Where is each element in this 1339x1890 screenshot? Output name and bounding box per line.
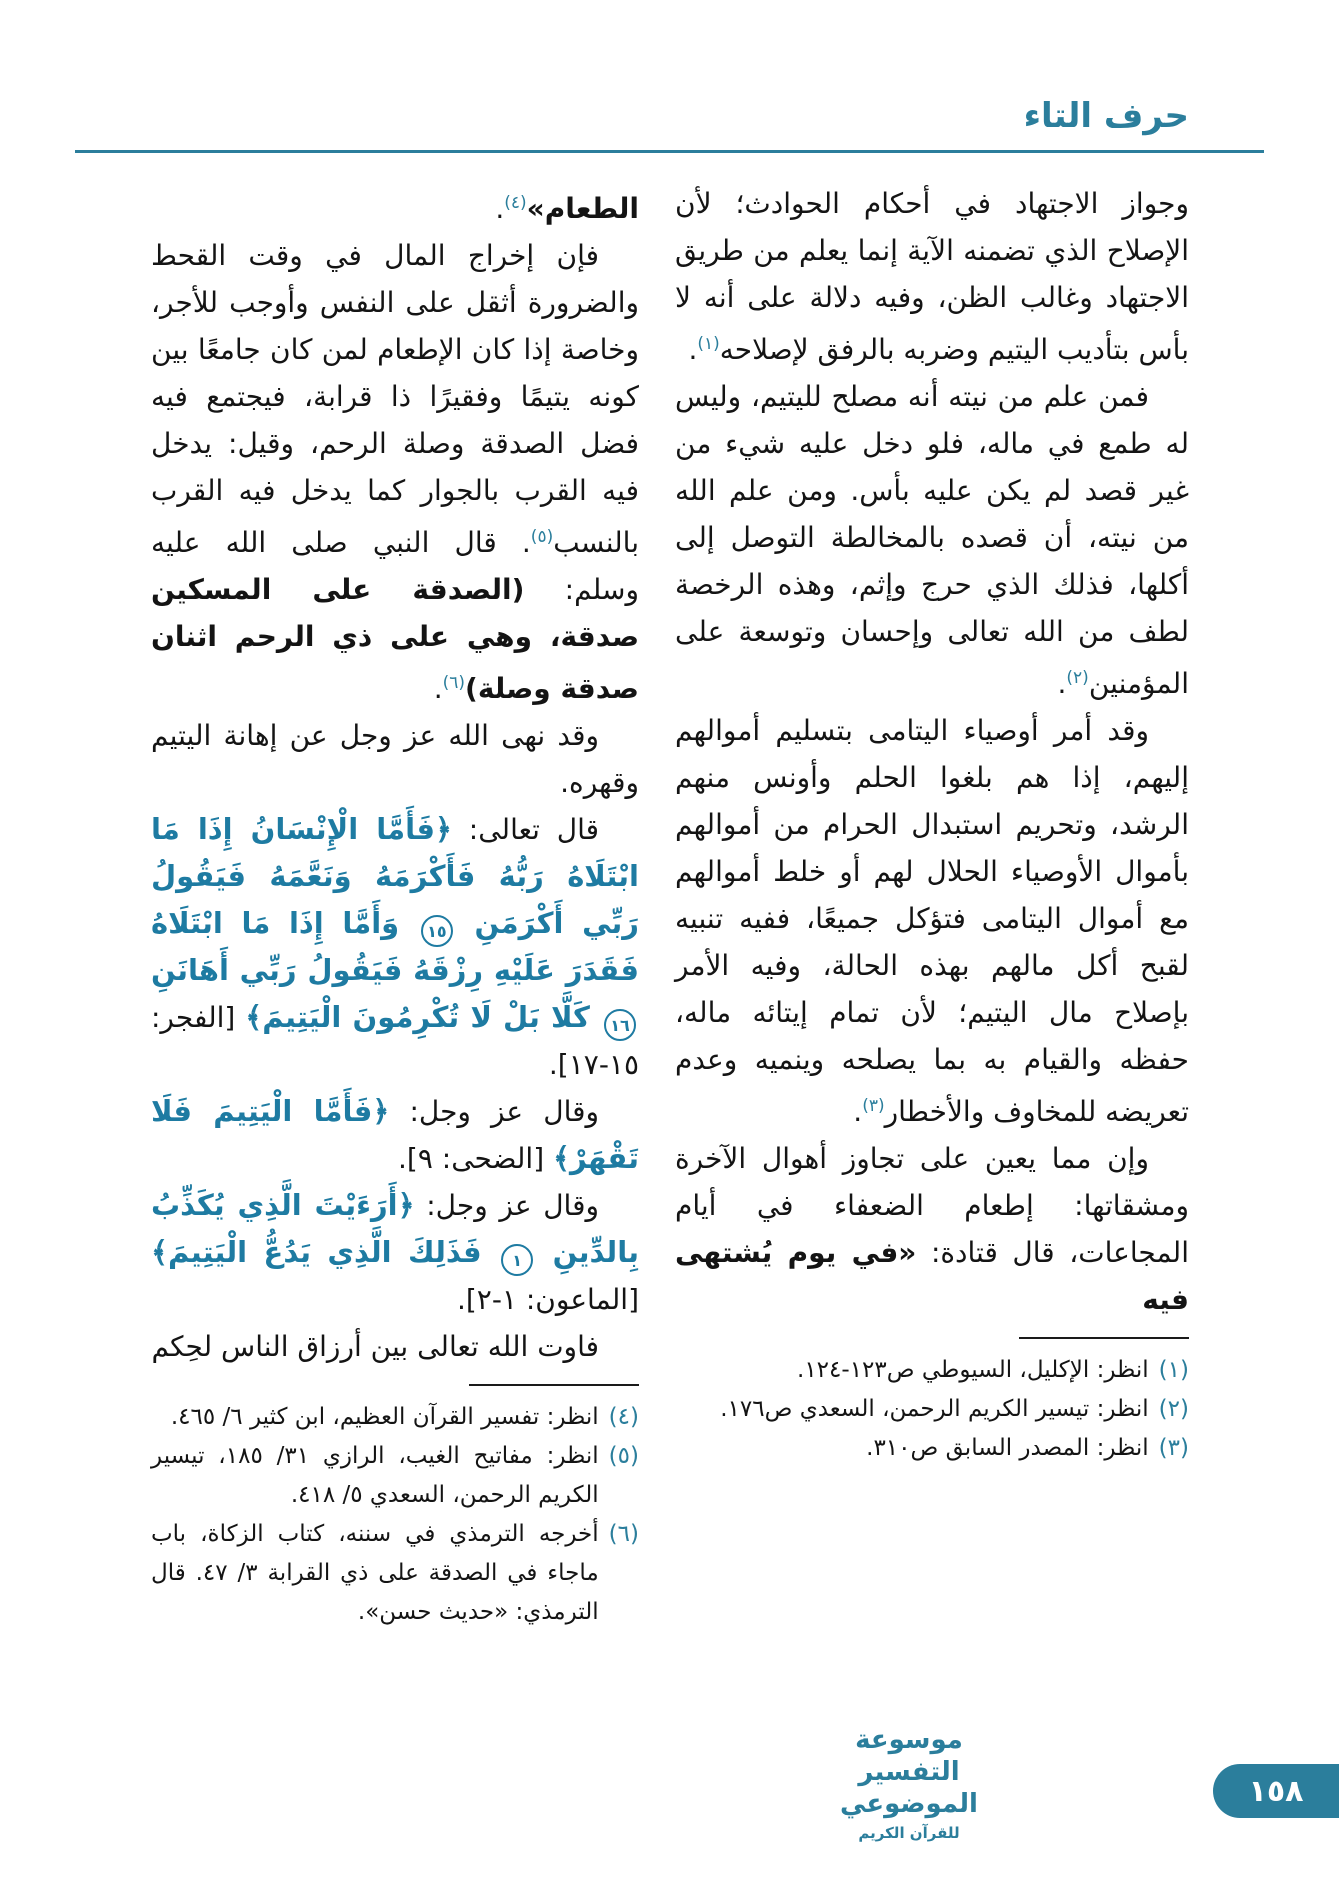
footnote-number: (٣) — [1158, 1435, 1189, 1461]
footnote-marker: (٥) — [530, 527, 554, 547]
text-run: وقد نهى الله عز وجل عن إهانة اليتيم وقهره. — [151, 719, 639, 799]
text-run: . — [495, 192, 505, 225]
quran-verse: ﴿فَأَمَّا الْإِنْسَانُ إِذَا مَا ابْتَلَاهُ رَبُّهُ فَأَكْرَمَهُ وَنَعَّمَهُ فَيَقُولُ رَبِّي أَكْرَمَنِ — [151, 812, 639, 940]
text-run: وقال عز وجل: — [414, 1189, 599, 1222]
footnote — [675, 1390, 1189, 1429]
footnote — [151, 1398, 639, 1437]
text-run: وجواز الاجتهاد في أحكام الحوادث؛ لأن الإصلاح الذي تضمنه الآية إنما يعلم من طريق الاجتهاد وغالب الظن، وفيه دلالة على أنه لا بأس بتأديب اليتيم وضربه بالرفق لإصلاحه — [675, 187, 1189, 366]
publisher-logo-title: موسوعة التفسير الموضوعي — [840, 1725, 978, 1819]
text-run: قال تعالى: — [451, 813, 599, 846]
footnote-text: انظر: مفاتيح الغيب، الرازي ٣١/ ١٨٥، تيسير الكريم الرحمن، السعدي ٥/ ٤١٨. — [151, 1443, 599, 1508]
text-run: . — [1057, 667, 1067, 700]
verse-citation: [الماعون: ١-٢]. — [456, 1283, 639, 1316]
left-column — [151, 180, 639, 1632]
footnote-marker: (٤) — [504, 193, 527, 213]
right-column-footnotes — [675, 1337, 1189, 1468]
paragraph — [151, 232, 639, 712]
footnote-number: (٥) — [608, 1443, 639, 1469]
footnote — [675, 1429, 1189, 1468]
text-run: . — [433, 672, 443, 705]
paragraph — [675, 1135, 1189, 1323]
right-column — [675, 180, 1189, 1632]
paragraph — [151, 1182, 639, 1323]
text-run: الطعام» — [526, 192, 639, 225]
paragraph — [151, 806, 639, 1088]
paragraph — [675, 707, 1189, 1135]
text-run: . — [853, 1095, 863, 1128]
header-divider — [75, 150, 1264, 153]
text-run: وإن مما يعين على تجاوز أهوال الآخرة ومشقاتها: إطعام الضعفاء في أيام المجاعات، قال قتادة: — [675, 1142, 1189, 1269]
publisher-logo-subtitle: للقرآن الكريم — [858, 1824, 960, 1842]
footnote-text: انظر: تيسير الكريم الرحمن، السعدي ص١٧٦. — [720, 1396, 1149, 1422]
quran-verse: ﴿فَأَمَّا الْيَتِيمَ فَلَا تَقْهَرْ﴾ — [151, 1094, 639, 1175]
footnote-separator — [1019, 1337, 1189, 1339]
footnote — [151, 1515, 639, 1632]
footnote-text: انظر: المصدر السابق ص٣١٠. — [866, 1435, 1149, 1461]
left-column-paragraphs — [151, 180, 639, 1370]
publisher-logo — [809, 1724, 1009, 1842]
footnote-text: انظر: تفسير القرآن العظيم، ابن كثير ٦/ ٤٦٥. — [170, 1404, 599, 1430]
text-run: وقد أمر أوصياء اليتامى بتسليم أموالهم إليهم، إذا هم بلغوا الحلم وأونس منهم الرشد، وتحريم استبدال الحرام من أموالهم بأموال الأوصياء الحلال لهم أو خلط أموالهم مع أموال اليتامى فتؤكل جميعًا، ففيه تنبيه لقبح أكل مالهم بهذه الحالة، وفيه الأمر بإصلاح مال اليتيم؛ لأن تمام إيتائه ماله، حفظه والقيام به بما يصلحه وينميه وعدم تعريضه للمخاوف والأخطار — [675, 714, 1189, 1128]
quran-verse: فَذَلِكَ الَّذِي يَدُعُّ الْيَتِيمَ﴾ — [151, 1235, 499, 1269]
footnote-number: (٦) — [608, 1521, 639, 1547]
right-footnote-list — [675, 1351, 1189, 1468]
paragraph — [151, 1323, 639, 1370]
footnote-number: (٢) — [1158, 1396, 1189, 1422]
ayah-number: ١٦ — [604, 1009, 636, 1041]
page-number: ١٥٨ — [1213, 1764, 1339, 1818]
text-run: وقال عز وجل: — [389, 1095, 600, 1128]
paragraph — [675, 373, 1189, 707]
text-run: فاوت الله تعالى بين أرزاق الناس لحِكم — [151, 1330, 599, 1363]
footnote-text: انظر: الإكليل، السيوطي ص١٢٣-١٢٤. — [797, 1357, 1149, 1383]
text-columns — [151, 180, 1189, 1632]
paragraph — [675, 180, 1189, 373]
footnote-marker: (٣) — [862, 1096, 885, 1116]
text-run: فإن إخراج المال في وقت القحط والضرورة أثقل على النفس وأوجب للأجر، وخاصة إذا كان الإطعام لمن كان جامعًا بين كونه يتيمًا وفقيرًا ذا قرابة، فيجتمع فيه فضل الصدقة وصلة الرحم، وقيل: يدخل فيه القرب بالجوار كما يدخل فيه القرب بالنسب — [151, 239, 639, 559]
chapter-header: حرف التاء — [1023, 96, 1189, 136]
footnote-number: (٤) — [608, 1404, 639, 1430]
left-column-footnotes — [151, 1384, 639, 1632]
footnote-marker: (٢) — [1066, 668, 1089, 688]
quran-verse: ﴿أَرَءَيْتَ الَّذِي يُكَذِّبُ بِالدِّينِ — [151, 1188, 639, 1269]
footnote-text: أخرجه الترمذي في سننه، كتاب الزكاة، باب ماجاء في الصدقة على ذي القرابة ٣/ ٤٧. قال الترمذي: «حديث حسن». — [151, 1521, 599, 1625]
text-run: . قال النبي صلى الله عليه وسلم: — [151, 526, 639, 606]
footnote-separator — [469, 1384, 639, 1386]
paragraph — [151, 712, 639, 806]
verse-citation: [الفجر: ١٥-١٧]. — [151, 1001, 639, 1081]
footnote-number: (١) — [1158, 1357, 1189, 1383]
footnote-marker: (١) — [697, 334, 720, 354]
left-footnote-list — [151, 1398, 639, 1632]
footnote — [151, 1437, 639, 1515]
ayah-number: ١٥ — [421, 915, 453, 947]
text-run: (الصدقة على المسكين صدقة، وهي على ذي الرحم اثنان صدقة وصلة) — [151, 573, 639, 705]
verse-citation: [الضحى: ٩]. — [398, 1142, 554, 1175]
paragraph — [151, 180, 639, 232]
text-run: فمن علم من نيته أنه مصلح لليتيم، وليس له طمع في ماله، فلو دخل عليه شيء من غير قصد لم يكن عليه بأس. ومن علم الله من نيته، أن قصده بالمخالطة التوصل إلى أكلها، فذلك الذي حرج وإثم، وهذه الرخصة لطف من الله تعالى وإحسان وتوسعة على المؤمنين — [675, 380, 1189, 700]
text-run: «في يوم يُشتهى فيه — [675, 1236, 1189, 1316]
right-column-paragraphs — [675, 180, 1189, 1323]
quran-verse: وَأَمَّا إِذَا مَا ابْتَلَاهُ فَقَدَرَ عَلَيْهِ رِزْقَهُ فَيَقُولُ رَبِّي أَهَانَنِ — [151, 906, 639, 987]
paragraph — [151, 1088, 639, 1182]
footnote — [675, 1351, 1189, 1390]
text-run: . — [688, 333, 698, 366]
footnote-marker: (٦) — [442, 673, 466, 693]
ayah-number: ١ — [501, 1244, 533, 1276]
quran-verse: كَلَّا بَلْ لَا تُكْرِمُونَ الْيَتِيمَ﴾ — [245, 1000, 601, 1034]
